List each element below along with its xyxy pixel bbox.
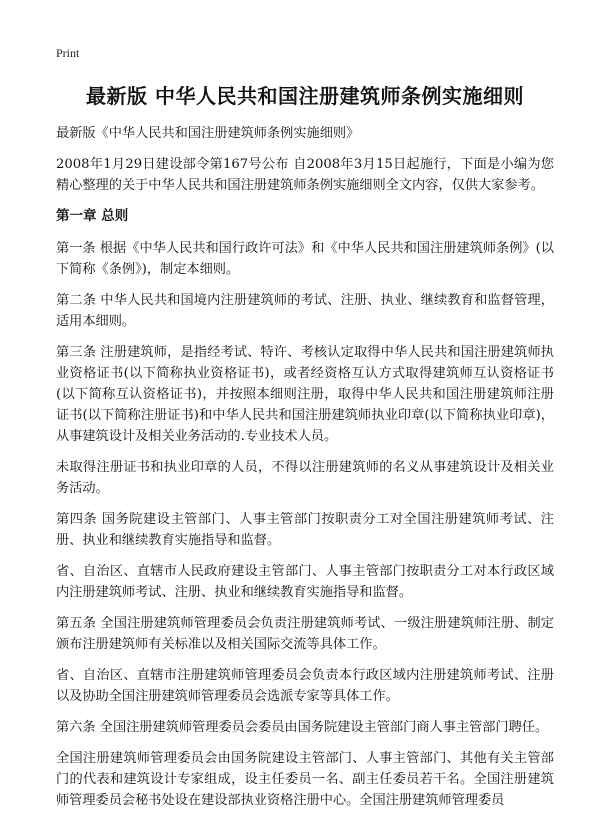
print-link[interactable]: Print: [56, 46, 80, 60]
article-1: 第一条 根据《中华人民共和国行政许可法》和《中华人民共和国注册建筑师条例》(以下简称《条例》)，制定本细则。: [56, 241, 554, 277]
article-2: 第二条 中华人民共和国境内注册建筑师的考试、注册、执业、继续教育和监督管理，适用本细则。: [56, 293, 554, 329]
document-title: 最新版 中华人民共和国注册建筑师条例实施细则: [86, 84, 524, 108]
intro-paragraph: 2008年1月29日建设部令第167号公布 自2008年3月15日起施行，下面是小编为您精心整理的关于中华人民共和国注册建筑师条例实施细则全文内容，仅供大家参考。: [56, 157, 554, 193]
article-4: 第四条 国务院建设主管部门、人事主管部门按职责分工对全国注册建筑师考试、注册、执业和继续教育实施指导和监督。: [56, 512, 554, 548]
article-3-note: 未取得注册证书和执业印章的人员，不得以注册建筑师的名义从事建筑设计及相关业务活动。: [56, 460, 554, 496]
article-4-provincial: 省、自治区、直辖市人民政府建设主管部门、人事主管部门按职责分工对本行政区域内注册建筑师考试、注册、执业和继续教育实施指导和监督。: [56, 564, 554, 600]
document-subtitle: 最新版《中华人民共和国注册建筑师条例实施细则》: [56, 126, 360, 141]
article-3: 第三条 注册建筑师，是指经考试、特许、考核认定取得中华人民共和国注册建筑师执业资格证书(以下简称执业资格证书)，或者经资格互认方式取得建筑师互认资格证书(以下简称互认资格证书)，并按照本细则注册，取得中华人民共和国注册建筑师注册证书(以下简称注册证书)和中华人民共和国注册建筑师执业印章(以下简称执业印章)，从事建筑设计及相关业务活动的.专业技术人员。: [56, 345, 554, 444]
article-6: 第六条 全国注册建筑师管理委员会委员由国务院建设主管部门商人事主管部门聘任。: [56, 720, 549, 735]
chapter-heading: 第一章 总则: [56, 208, 129, 224]
article-6-committee: 全国注册建筑师管理委员会由国务院建设主管部门、人事主管部门、其他有关主管部门的代表和建筑设计专家组成，设主任委员一名、副主任委员若干名。全国注册建筑师管理委员会秘书处设在建设部执业资格注册中心。全国注册建筑师管理委员: [56, 751, 554, 808]
article-5: 第五条 全国注册建筑师管理委员会负责注册建筑师考试、一级注册建筑师注册、制定颁布注册建筑师有关标准以及相关国际交流等具体工作。: [56, 616, 554, 652]
article-5-provincial: 省、自治区、直辖市注册建筑师管理委员会负责本行政区域内注册建筑师考试、注册以及协助全国注册建筑师管理委员会选派专家等具体工作。: [56, 668, 554, 704]
